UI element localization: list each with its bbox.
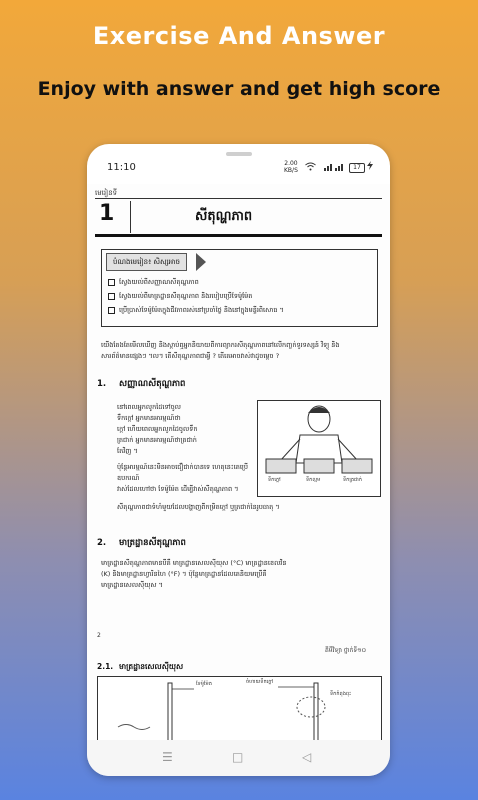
- header-rule: [95, 198, 382, 199]
- signal-icon: [324, 162, 344, 173]
- lesson-number: 1: [99, 201, 115, 226]
- lesson-title: សីតុណ្ហភាព: [195, 209, 253, 224]
- menu-icon[interactable]: ☰: [162, 750, 173, 764]
- net-speed: [284, 160, 298, 174]
- objective-text: ប្រើប្រាស់ទែម៉ូម៉ែតក្នុងជីវភាពរស់នៅប្រចាំថ្ងៃ និងនៅក្នុងមន្ទីរពិសោធ ។: [119, 306, 284, 314]
- wifi-icon: [305, 162, 316, 174]
- intro-line: យើងតែងតែមើលឃើញ និងស្ដាប់ឮអ្នកនិយាយពីការព្យាករសីតុណ្ហភាពនៅលើកញ្ចក់ទូរទស្សន៍ វិទ្យុ និង: [101, 341, 340, 349]
- net-speed-unit: KB/S: [284, 167, 298, 174]
- promo-subtitle: Enjoy with answer and get high score: [37, 78, 441, 100]
- subsection-title: មាត្រដ្ឋានសេលស៊ីយុស: [119, 662, 184, 671]
- objective-item: [108, 306, 284, 316]
- intro-paragraph: [101, 340, 381, 362]
- section-1-line: វាស់ដែលហៅថា ទែម៉ូម៉ែត ដើម្បីវាស់សីតុណ្ហភាព ។: [117, 485, 239, 493]
- android-nav-bar: [87, 740, 390, 776]
- subsection-number: 2.1.: [97, 662, 114, 671]
- section-1-line: ទឹកក្ដៅ អ្នកមានអារម្មណ៍ថា: [117, 414, 181, 422]
- section-1-line: ប៉ុន្តែអារម្មណ៍នេះមិនអាចជឿជាក់បានទេ ហេតុនេះគេប្រើឧបករណ៍: [117, 463, 248, 482]
- home-icon[interactable]: □: [232, 750, 244, 764]
- net-speed-value: 2.00: [284, 160, 298, 167]
- section-2-line: មាត្រដ្ឋានសីតុណ្ហភាពមានបីគឺ មាត្រដ្ឋានសេលស៊ីយុស (°C) មាត្រដ្ឋានខេលវិន: [101, 559, 287, 567]
- figure-man-with-water-bowls: [257, 400, 381, 497]
- charging-icon: [367, 161, 373, 173]
- figure-caption: ទឹកល្មម: [306, 477, 321, 483]
- speaker-notch: [226, 152, 252, 156]
- checkbox-icon: [108, 307, 115, 314]
- section-1-line-3: សីតុណ្ហភាពជាទំហំមួយដែលបង្ហាញពីកម្រិតក្ដៅ ឬត្រជាក់នៃរូបធាតុ ។: [117, 503, 280, 511]
- section-1-line: នៅពេលអ្នកលូកដៃទៅចូល: [117, 403, 181, 411]
- figure-caption: ទឹកក្ដៅ: [268, 477, 281, 483]
- status-time: 11:10: [107, 162, 136, 173]
- section-2-line: (K) និងមាត្រដ្ឋានហ្វារិនហៃ (°F) ។ ប៉ុន្តែមាត្រដ្ឋានដែលគេនិយមប្រើគឺ: [101, 570, 267, 578]
- section-2-line: មាត្រដ្ឋានសេលស៊ីយុស ។: [101, 581, 163, 589]
- promo-title: Exercise And Answer: [92, 22, 386, 50]
- figure-caption: ទឹកត្រជាក់: [343, 477, 362, 483]
- section-2-title: មាត្រដ្ឋានសីតុណ្ហភាព: [119, 538, 186, 548]
- section-2-paragraph: [101, 558, 379, 591]
- phone-frame: [87, 144, 390, 776]
- document-page[interactable]: [87, 184, 390, 740]
- section-1-heading: [97, 379, 185, 391]
- checkbox-icon: [108, 279, 115, 286]
- page-number: 2: [97, 632, 101, 639]
- header-divider: [130, 201, 131, 233]
- battery-icon: 17: [349, 163, 365, 173]
- section-1-line: ត្រជាក់ អ្នកមានអារម្មណ៍ថាត្រជាក់: [117, 436, 197, 444]
- figure-celsius-apparatus: [97, 676, 382, 740]
- objectives-tab-arrow: [196, 253, 206, 271]
- status-bar: [87, 160, 390, 180]
- back-icon[interactable]: ◁: [302, 750, 312, 764]
- objective-text: ស្វែងយល់ពីសញ្ញាណសីតុណ្ហភាព: [119, 278, 199, 286]
- section-1-paragraph-2: [117, 462, 269, 495]
- section-1-number: 1.: [97, 379, 107, 389]
- section-1-paragraph: [117, 402, 267, 457]
- bottom-figure-label: ចំហាយទឹកក្ដៅ: [246, 679, 273, 685]
- lesson-label: មេរៀនទី: [95, 189, 118, 197]
- objective-text: ស្វែងយល់ពីមាត្រដ្ឋានសីតុណ្ហភាព និងរបៀបប្រើទែម៉ូម៉ែត: [119, 292, 253, 300]
- subsection-heading: [97, 662, 183, 673]
- objectives-tab: បំណងមេរៀន៖ សិស្សអាច: [106, 253, 187, 271]
- title-rule: [95, 234, 382, 237]
- objective-item: [108, 278, 199, 288]
- bottom-figure-label: ទឹកកំពុងពុះ: [330, 691, 352, 697]
- objective-item: [108, 292, 252, 302]
- section-2-heading: [97, 538, 186, 550]
- objectives-box: [101, 249, 378, 327]
- checkbox-icon: [108, 293, 115, 300]
- section-1-line: តែវិញ ។: [117, 447, 138, 455]
- section-1-line: ក្ដៅ ហើយពេលអ្នកលូកដៃចូលទឹក: [117, 425, 198, 433]
- bottom-figure-label: ទែម៉ូម៉ែត: [196, 681, 212, 687]
- section-1-title: សញ្ញាណសីតុណ្ហភាព: [119, 379, 186, 389]
- section-2-number: 2.: [97, 538, 107, 548]
- intro-line: សារព័ត៌មានផ្សេងៗ ។ល។ តើសីតុណ្ហភាពជាអ្វី ? តើគេអាចវាស់វាដូចម្ដេច ?: [101, 352, 280, 360]
- page-footer: គីមីវិទ្យា ថ្នាក់ទី១០: [325, 647, 366, 654]
